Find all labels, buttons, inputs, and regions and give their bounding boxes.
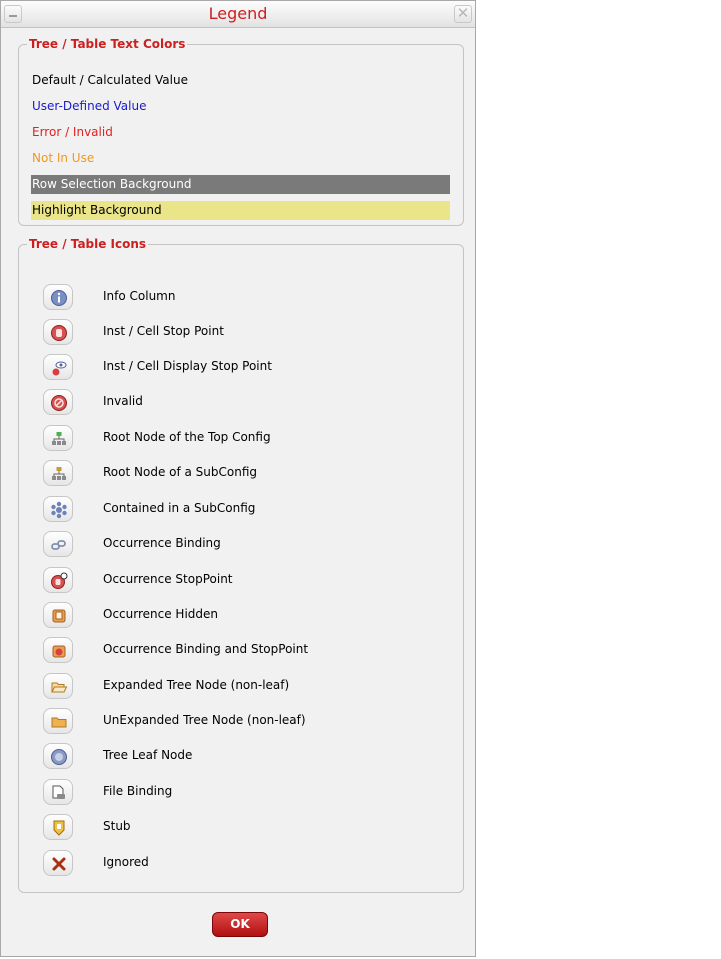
- icon-row-unexpanded-tree-node: [43, 708, 443, 736]
- icon-row-file-binding: [43, 779, 443, 807]
- color-row-highlight-background: Highlight Background: [31, 201, 450, 220]
- icon-row-occurrence-binding: [43, 531, 443, 559]
- icon-row-inst-cell-display-stop-point: [43, 354, 443, 382]
- icons-title: Tree / Table Icons: [29, 237, 147, 251]
- icon-label: Stub: [103, 819, 131, 833]
- root-subconfig-icon: [43, 460, 73, 486]
- icons-group: [18, 237, 464, 893]
- icon-row-occurrence-hidden: [43, 602, 443, 630]
- icon-row-info-column: [43, 284, 443, 312]
- ignored-icon: [43, 850, 73, 876]
- occurrence-hidden-icon: [43, 602, 73, 628]
- icon-label: Ignored: [103, 855, 149, 869]
- contained-subconfig-icon: [43, 496, 73, 522]
- icon-label: Occurrence Binding: [103, 536, 221, 550]
- icon-label: Contained in a SubConfig: [103, 501, 256, 515]
- stop-hand-icon: [43, 319, 73, 345]
- icon-row-root-subconfig: [43, 460, 443, 488]
- icon-row-expanded-tree-node: [43, 673, 443, 701]
- icon-label: Inst / Cell Display Stop Point: [103, 359, 272, 373]
- icon-label: Root Node of the Top Config: [103, 430, 271, 444]
- root-top-config-icon: [43, 425, 73, 451]
- folder-open-icon: [43, 673, 73, 699]
- info-icon: [43, 284, 73, 310]
- icon-row-root-top-config: [43, 425, 443, 453]
- icon-row-stub: [43, 814, 443, 842]
- icon-row-ignored: [43, 850, 443, 878]
- color-row-user-defined: User-Defined Value: [32, 99, 147, 113]
- icon-label: UnExpanded Tree Node (non-leaf): [103, 713, 306, 727]
- icon-label: Expanded Tree Node (non-leaf): [103, 678, 290, 692]
- color-row-selection-background: Row Selection Background: [31, 175, 450, 194]
- color-row-default: Default / Calculated Value: [32, 73, 188, 87]
- icon-label: Root Node of a SubConfig: [103, 465, 258, 479]
- stub-icon: [43, 814, 73, 840]
- text-colors-title: Tree / Table Text Colors: [29, 37, 186, 51]
- icon-row-tree-leaf-node: [43, 743, 443, 771]
- close-button[interactable]: ✕: [454, 5, 472, 23]
- icon-row-inst-cell-stop-point: [43, 319, 443, 347]
- folder-closed-icon: [43, 708, 73, 734]
- window-title: Legend: [208, 4, 268, 23]
- icon-label: Invalid: [103, 394, 143, 408]
- ok-button[interactable]: OK: [212, 912, 268, 937]
- icon-label: Info Column: [103, 289, 176, 303]
- icon-label: Inst / Cell Stop Point: [103, 324, 224, 338]
- file-binding-icon: [43, 779, 73, 805]
- icon-label: Occurrence Hidden: [103, 607, 219, 621]
- occurrence-binding-stoppoint-icon: [43, 637, 73, 663]
- icon-row-invalid: [43, 389, 443, 417]
- occurrence-binding-icon: [43, 531, 73, 557]
- icon-label: File Binding: [103, 784, 173, 798]
- display-stop-point-icon: [43, 354, 73, 380]
- icon-row-occurrence-binding-stoppoint: [43, 637, 443, 665]
- text-colors-group: [18, 37, 464, 226]
- title-bar: [1, 1, 475, 28]
- invalid-icon: [43, 389, 73, 415]
- color-row-not-in-use: Not In Use: [32, 151, 95, 165]
- icon-row-occurrence-stoppoint: [43, 567, 443, 595]
- icon-label: Tree Leaf Node: [103, 748, 193, 762]
- icon-label: Occurrence Binding and StopPoint: [103, 642, 309, 656]
- occurrence-stoppoint-icon: [43, 567, 73, 593]
- icon-row-contained-subconfig: [43, 496, 443, 524]
- color-row-error: Error / Invalid: [32, 125, 113, 139]
- icon-label: Occurrence StopPoint: [103, 572, 233, 586]
- leaf-node-icon: [43, 743, 73, 769]
